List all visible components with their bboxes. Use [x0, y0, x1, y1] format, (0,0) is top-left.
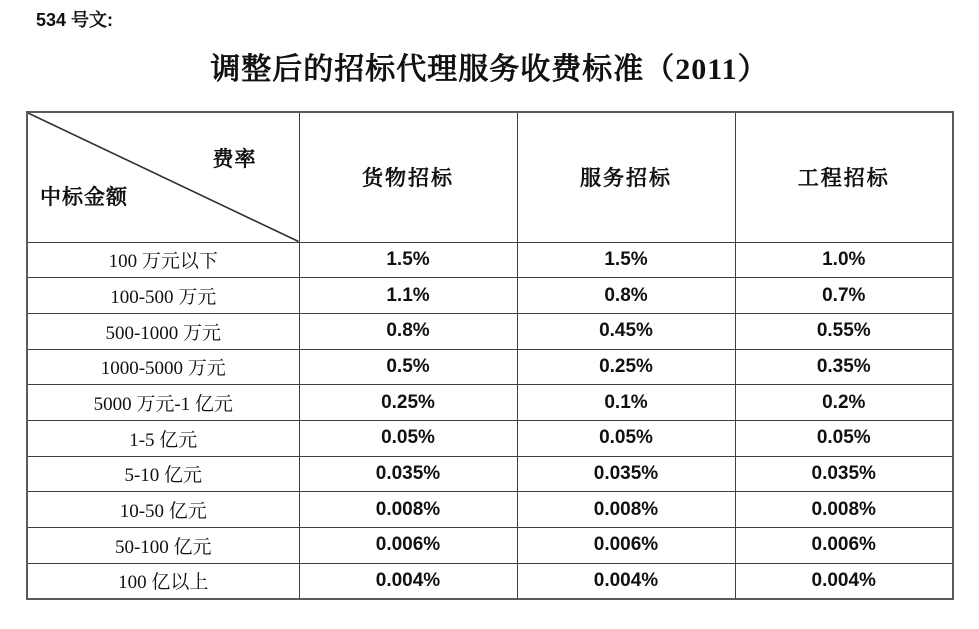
table-row: [27, 420, 953, 456]
rate-cell-goods: 0.006%: [299, 528, 517, 564]
rate-cell-services: 0.05%: [517, 420, 735, 456]
rate-cell-services: 0.004%: [517, 563, 735, 599]
rate-cell-services: 1.5%: [517, 242, 735, 278]
corner-label-amount: 中标金额: [40, 185, 128, 209]
table-row: [27, 563, 953, 599]
column-header-service-tender: 服务招标: [517, 112, 735, 242]
rate-cell-engineering: 0.035%: [735, 456, 953, 492]
rate-cell-services: 0.25%: [517, 349, 735, 385]
table-header-row: [27, 112, 953, 242]
rate-cell-engineering: 0.006%: [735, 528, 953, 564]
rate-cell-services: 0.008%: [517, 492, 735, 528]
amount-range-cell: 100-500 万元: [27, 278, 299, 314]
column-header-goods-tender: 货物招标: [299, 112, 517, 242]
rate-cell-engineering: 0.35%: [735, 349, 953, 385]
amount-range-cell: 5-10 亿元: [27, 456, 299, 492]
rate-cell-goods: 0.5%: [299, 349, 517, 385]
amount-range-cell: 1000-5000 万元: [27, 349, 299, 385]
table-row: [27, 242, 953, 278]
diagonal-divider-line: [28, 113, 299, 242]
table-row: [27, 313, 953, 349]
amount-range-cell: 100 亿以上: [27, 563, 299, 599]
amount-range-cell: 100 万元以下: [27, 242, 299, 278]
table-row: [27, 456, 953, 492]
rate-cell-goods: 0.05%: [299, 420, 517, 456]
rate-cell-engineering: 1.0%: [735, 242, 953, 278]
rate-cell-engineering: 0.008%: [735, 492, 953, 528]
rate-cell-engineering: 0.004%: [735, 563, 953, 599]
table-row: [27, 528, 953, 564]
rate-cell-services: 0.006%: [517, 528, 735, 564]
rate-cell-engineering: 0.55%: [735, 313, 953, 349]
amount-range-cell: 500-1000 万元: [27, 313, 299, 349]
rate-cell-goods: 0.008%: [299, 492, 517, 528]
rate-cell-goods: 0.004%: [299, 563, 517, 599]
page-title: 调整后的招标代理服务收费标准（2011）: [210, 53, 769, 86]
rate-cell-engineering: 0.2%: [735, 385, 953, 421]
column-header-engineering-tender: 工程招标: [735, 112, 953, 242]
rate-cell-goods: 0.8%: [299, 313, 517, 349]
rate-cell-engineering: 0.05%: [735, 420, 953, 456]
rate-cell-services: 0.1%: [517, 385, 735, 421]
table-row: [27, 492, 953, 528]
rate-cell-services: 0.8%: [517, 278, 735, 314]
amount-range-cell: 5000 万元-1 亿元: [27, 385, 299, 421]
table-body: [27, 242, 953, 599]
rate-cell-goods: 0.035%: [299, 456, 517, 492]
rate-cell-goods: 1.1%: [299, 278, 517, 314]
table-row: [27, 278, 953, 314]
rate-cell-services: 0.035%: [517, 456, 735, 492]
amount-range-cell: 1-5 亿元: [27, 420, 299, 456]
amount-range-cell: 10-50 亿元: [27, 492, 299, 528]
fee-table: [26, 111, 954, 600]
amount-range-cell: 50-100 亿元: [27, 528, 299, 564]
rate-cell-goods: 1.5%: [299, 242, 517, 278]
rate-cell-engineering: 0.7%: [735, 278, 953, 314]
table-row: [27, 349, 953, 385]
table-row: [27, 385, 953, 421]
doc-ref: 534 号文:: [36, 10, 114, 30]
rate-cell-goods: 0.25%: [299, 385, 517, 421]
corner-label-rate: 费率: [212, 147, 257, 171]
rate-cell-services: 0.45%: [517, 313, 735, 349]
corner-cell: [27, 112, 299, 242]
